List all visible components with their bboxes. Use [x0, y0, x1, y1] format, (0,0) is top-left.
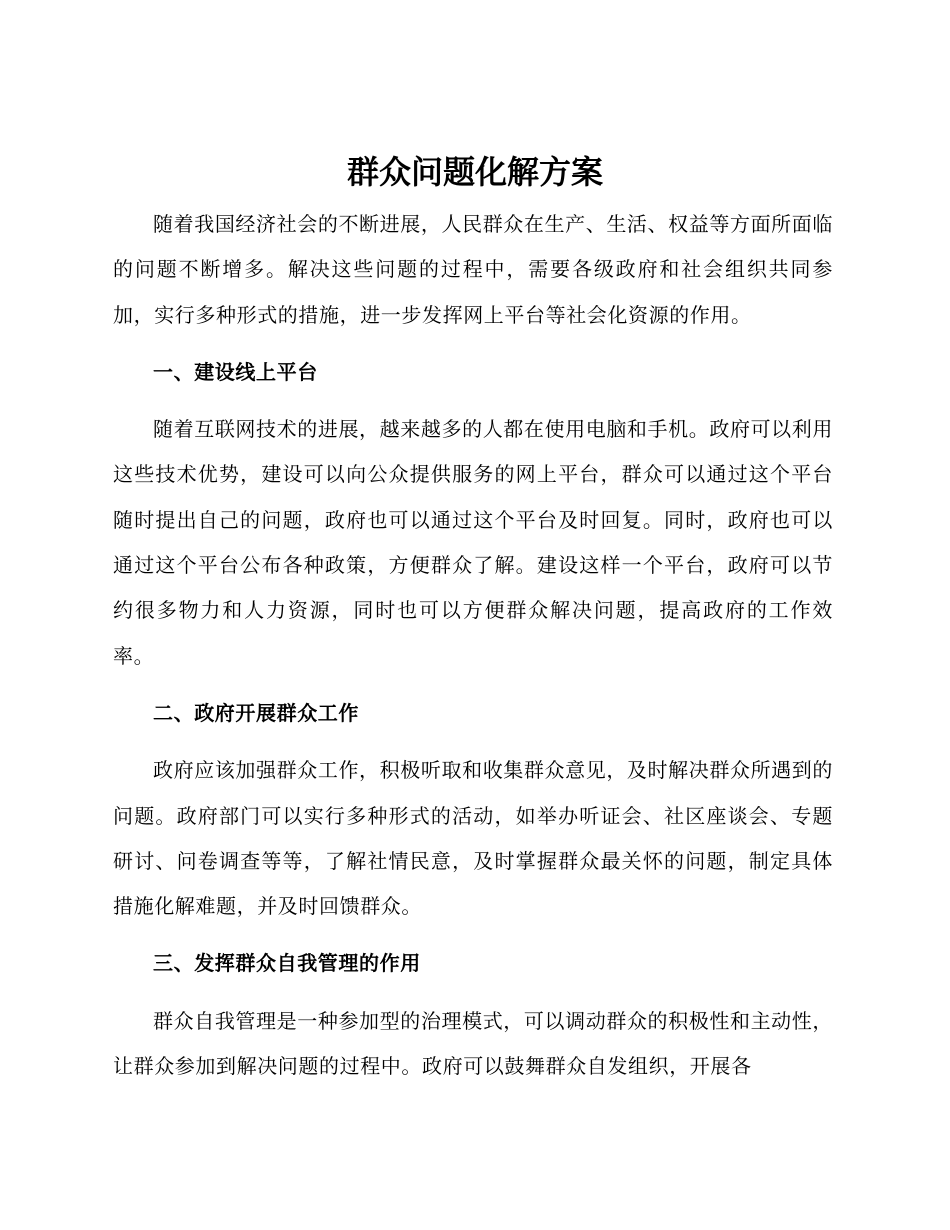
section-heading-2: 二、政府开展群众工作 [153, 700, 359, 725]
spacer [113, 338, 833, 350]
spacer [113, 395, 833, 407]
section-body-1: 随着互联网技术的进展，越来越多的人都在使用电脑和手机。政府可以利用这些技术优势，建设可以向公众提供服务的网上平台，群众可以通过这个平台随时提出自己的问题，政府也可以通过这个平台及时回复。同时，政府也可以通过这个平台公布各种政策，方便群众了解。建设这样一个平台，政府可以节约很多物力和人力资源，同时也可以方便群众解决问题，提高政府的工作效率。 [113, 417, 833, 668]
spacer [113, 736, 833, 748]
document-body [113, 202, 833, 1089]
spacer [113, 929, 833, 941]
document-title: 群众问题化解方案 [346, 153, 603, 191]
intro-paragraph: 随着我国经济社会的不断进展，人民群众在生产、生活、权益等方面所面临的问题不断增多。解决这些问题的过程中，需要各级政府和社会组织共同参加，实行多种形式的措施，进一步发挥网上平台等社会化资源的作用。 [113, 212, 833, 327]
spacer [113, 987, 833, 999]
section-body-2: 政府应该加强群众工作，积极听取和收集群众意见，及时解决群众所遇到的问题。政府部门可以实行多种形式的活动，如举办听证会、社区座谈会、专题研讨、问卷调查等等，了解社情民意，及时掌握群众最关怀的问题，制定具体措施化解难题，并及时回馈群众。 [113, 758, 833, 919]
section-heading-3: 三、发挥群众自我管理的作用 [153, 951, 421, 976]
spacer [113, 679, 833, 691]
section-heading-1: 一、建设线上平台 [153, 359, 318, 384]
section-body-3: 群众自我管理是一种参加型的治理模式，可以调动群众的积极性和主动性，让群众参加到解决问题的过程中。政府可以鼓舞群众自发组织，开展各 [113, 1008, 833, 1079]
